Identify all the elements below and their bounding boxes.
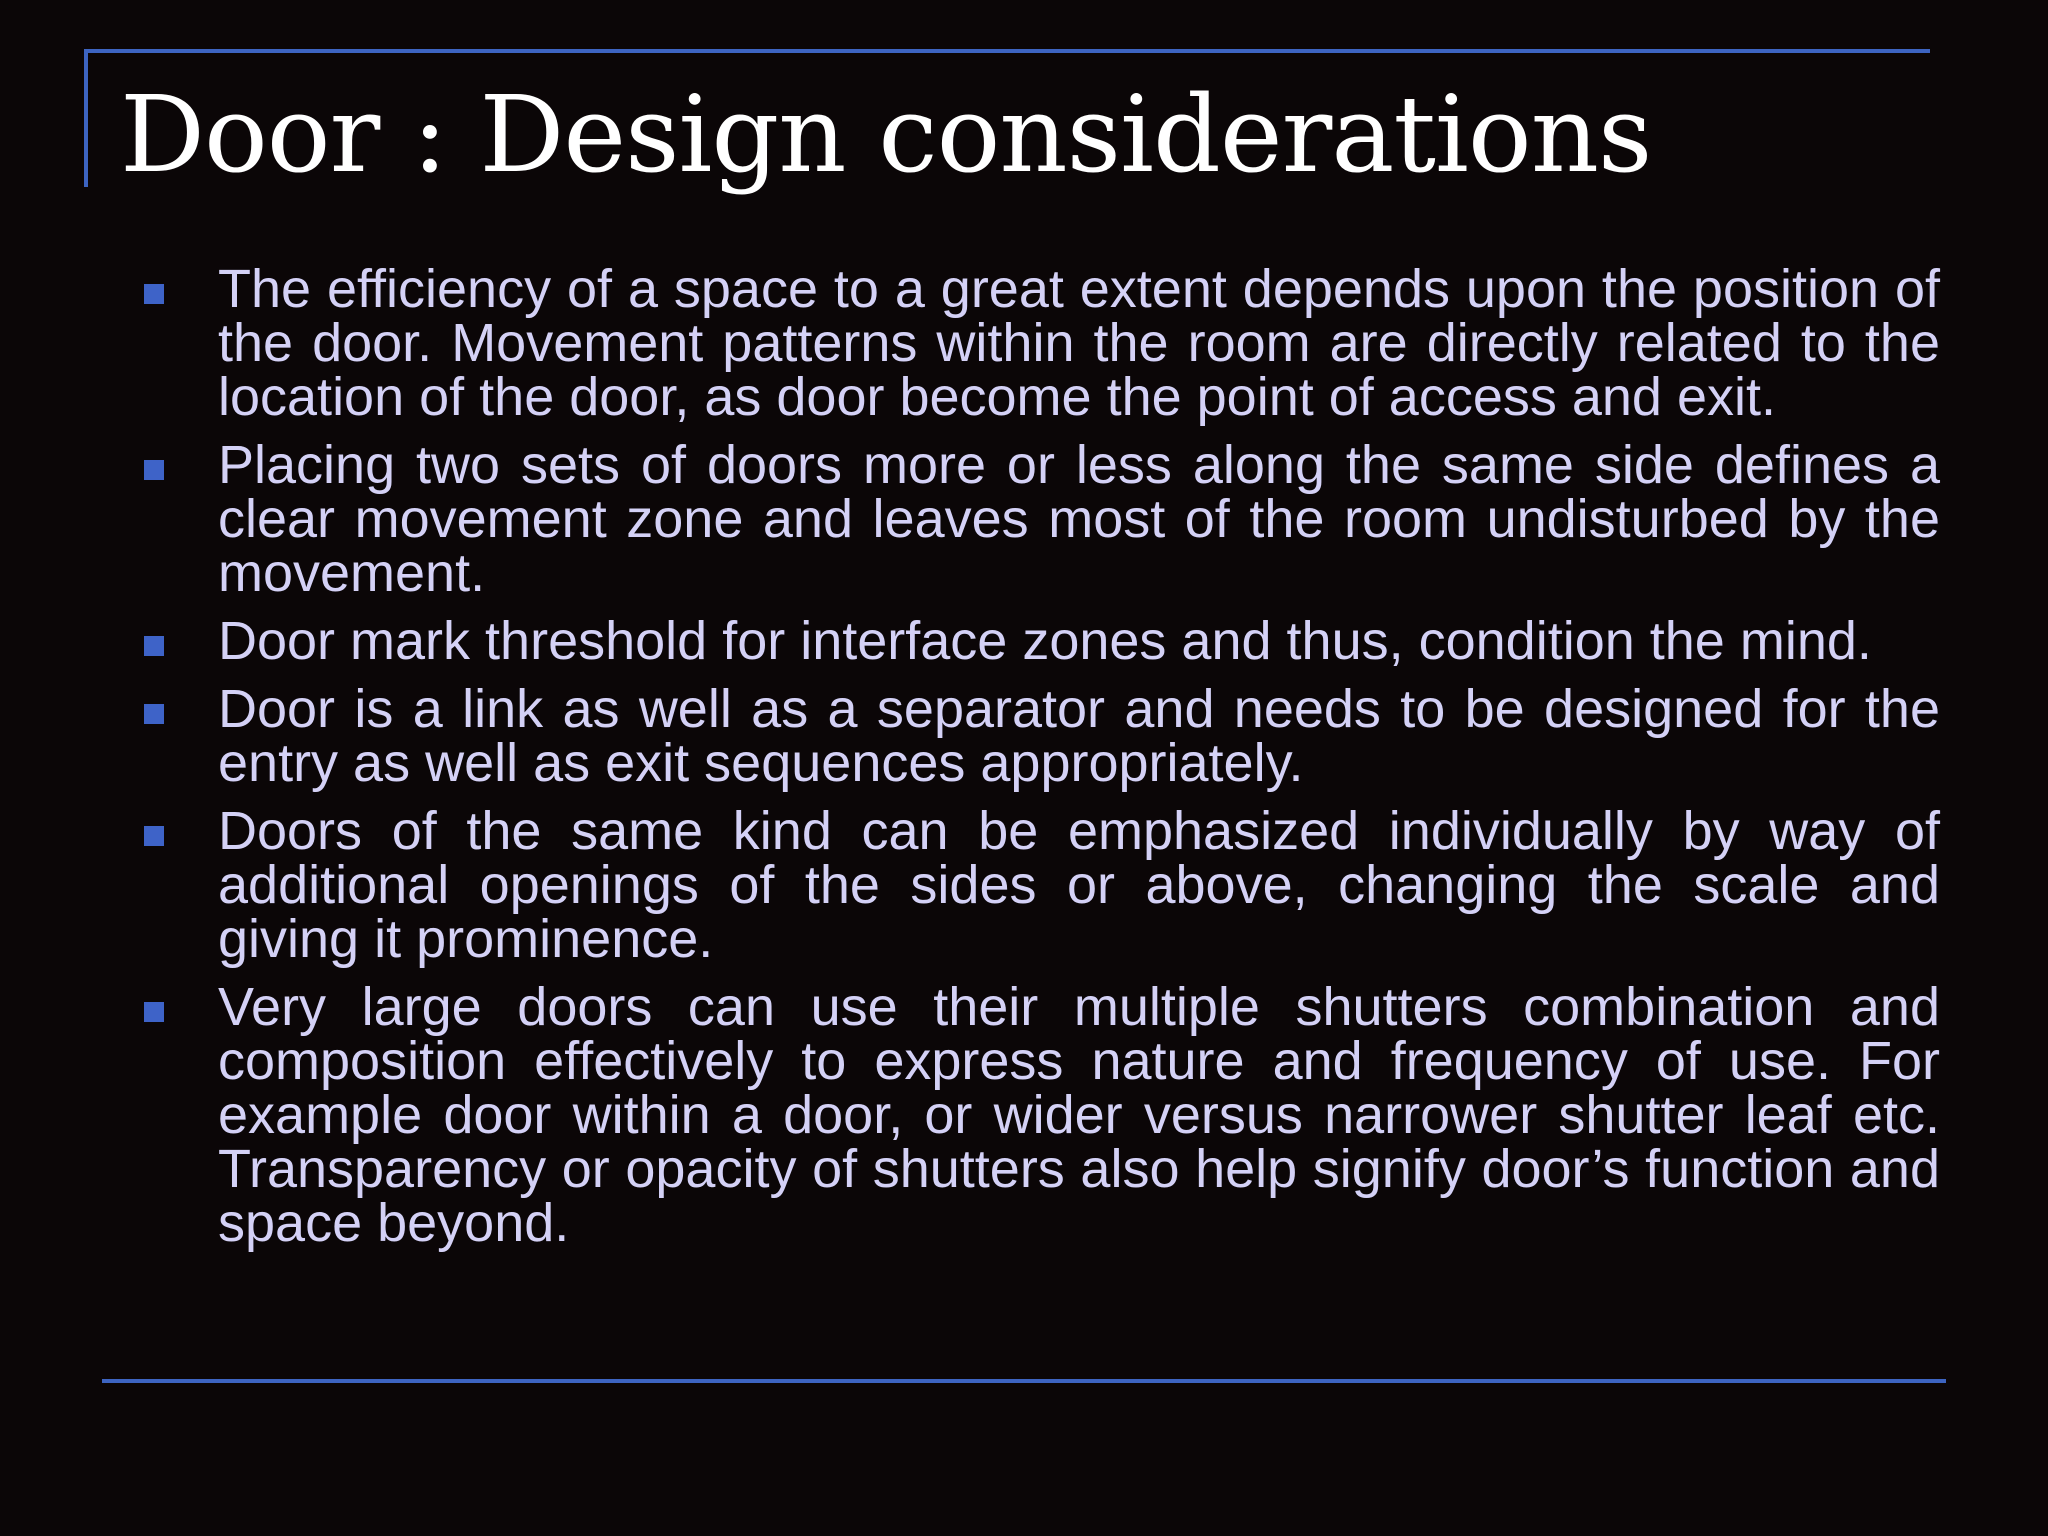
bullet-text: Door mark threshold for interface zones and thus, condition the mind. [218,611,1872,671]
bullet-item [140,801,1940,969]
bullet-list [140,259,1940,1264]
bullet-text: Door is a link as well as a separator and needs to be designed for the entry as well as exit sequences appropriately. [218,679,1940,793]
left-accent-rule [84,49,88,187]
square-bullet-icon [144,704,164,724]
square-bullet-icon [144,460,164,480]
slide-title: Door : Design considerations [120,73,1652,196]
bullet-text: Very large doors can use their multiple shutters combination and composition effectively to express nature and frequency of use. For example door within a door, or wider versus narrower shutter leaf etc. Transparency or opacity of shutters also help signify door’s function and space beyond. [218,977,1940,1253]
bullet-text: The efficiency of a space to a great extent depends upon the position of the door. Movement patterns within the room are directly related to the location of the door, as door become the point of access and exit. [218,259,1940,427]
bullet-item [140,611,1940,671]
bullet-item [140,679,1940,793]
bullet-item [140,259,1940,427]
square-bullet-icon [144,826,164,846]
square-bullet-icon [144,284,164,304]
bullet-text: Doors of the same kind can be emphasized individually by way of additional openings of the sides or above, changing the scale and giving it prominence. [218,801,1940,969]
top-accent-rule [84,49,1930,53]
bottom-accent-rule [102,1379,1946,1383]
bullet-item [140,977,1940,1253]
square-bullet-icon [144,636,164,656]
bullet-item [140,435,1940,603]
bullet-text: Placing two sets of doors more or less along the same side defines a clear movement zone and leaves most of the room undisturbed by the movement. [218,435,1940,603]
square-bullet-icon [144,1002,164,1022]
